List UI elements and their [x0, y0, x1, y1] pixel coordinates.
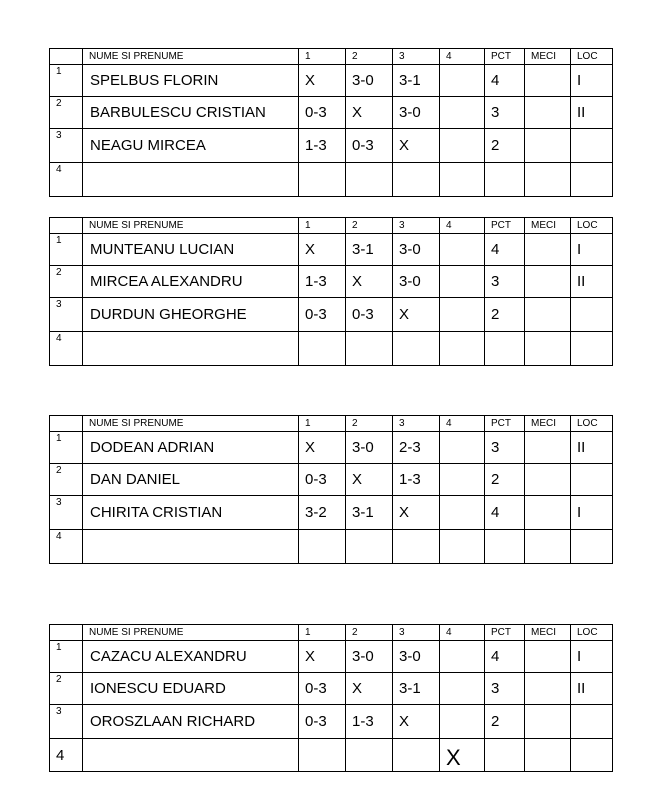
header-round-4: 4: [440, 416, 485, 432]
score-vs-4: [440, 432, 485, 464]
matches: [525, 705, 571, 739]
score-vs-1: [299, 530, 346, 564]
place: II: [571, 97, 613, 129]
matches: [525, 739, 571, 772]
header-matches: MECI: [525, 625, 571, 641]
place: [571, 530, 613, 564]
place: [571, 129, 613, 163]
header-round-1: 1: [299, 625, 346, 641]
player-row: [50, 163, 613, 197]
score-vs-3: 3-1: [393, 673, 440, 705]
matches: [525, 97, 571, 129]
header-points: PCT: [485, 416, 525, 432]
place: [571, 332, 613, 366]
score-vs-2: [346, 530, 393, 564]
place: I: [571, 496, 613, 530]
player-row: [50, 705, 613, 739]
row-index: 1: [50, 234, 83, 266]
header-matches: MECI: [525, 416, 571, 432]
group-3-table: [49, 415, 613, 564]
header-index-cell: [50, 218, 83, 234]
place: [571, 163, 613, 197]
score-vs-1: X: [299, 432, 346, 464]
row-index: 2: [50, 673, 83, 705]
score-vs-3: [393, 332, 440, 366]
score-vs-1: 0-3: [299, 97, 346, 129]
score-vs-4: [440, 129, 485, 163]
row-index: 3: [50, 129, 83, 163]
matches: [525, 266, 571, 298]
points: 2: [485, 129, 525, 163]
score-vs-3: 3-1: [393, 65, 440, 97]
row-index: 2: [50, 464, 83, 496]
score-vs-1: [299, 739, 346, 772]
player-row: [50, 530, 613, 564]
player-row: [50, 496, 613, 530]
points: [485, 530, 525, 564]
place: [571, 705, 613, 739]
score-vs-1: 1-3: [299, 266, 346, 298]
player-name: MIRCEA ALEXANDRU: [83, 266, 299, 298]
points: [485, 739, 525, 772]
place: I: [571, 641, 613, 673]
player-row: [50, 234, 613, 266]
score-vs-4: [440, 332, 485, 366]
score-vs-4: [440, 266, 485, 298]
player-row: [50, 432, 613, 464]
matches: [525, 641, 571, 673]
score-vs-4: [440, 65, 485, 97]
score-vs-2: 3-1: [346, 496, 393, 530]
score-vs-3: 3-0: [393, 266, 440, 298]
header-place: LOC: [571, 49, 613, 65]
score-vs-2: X: [346, 673, 393, 705]
place: I: [571, 65, 613, 97]
player-row: [50, 673, 613, 705]
score-vs-2: [346, 739, 393, 772]
player-name: BARBULESCU CRISTIAN: [83, 97, 299, 129]
row-index: 2: [50, 97, 83, 129]
points: [485, 163, 525, 197]
score-vs-3: [393, 530, 440, 564]
points: 2: [485, 298, 525, 332]
player-name: [83, 332, 299, 366]
header-round-3: 3: [393, 218, 440, 234]
row-index: 1: [50, 432, 83, 464]
header-place: LOC: [571, 416, 613, 432]
score-vs-1: 0-3: [299, 705, 346, 739]
place: [571, 298, 613, 332]
score-vs-2: 3-1: [346, 234, 393, 266]
points: 3: [485, 432, 525, 464]
score-vs-1: 1-3: [299, 129, 346, 163]
score-vs-4: [440, 464, 485, 496]
header-round-4: 4: [440, 625, 485, 641]
matches: [525, 234, 571, 266]
score-vs-2: 1-3: [346, 705, 393, 739]
header-name: NUME SI PRENUME: [83, 218, 299, 234]
header-place: LOC: [571, 625, 613, 641]
header-row: [50, 416, 613, 432]
points: 4: [485, 65, 525, 97]
header-round-2: 2: [346, 625, 393, 641]
group-1-table: [49, 48, 613, 197]
player-name: [83, 530, 299, 564]
points: 4: [485, 641, 525, 673]
header-matches: MECI: [525, 218, 571, 234]
score-vs-3: 3-0: [393, 97, 440, 129]
score-vs-1: 0-3: [299, 464, 346, 496]
row-index: 4: [50, 163, 83, 197]
score-vs-4: [440, 97, 485, 129]
score-vs-4: [440, 298, 485, 332]
row-index: 1: [50, 65, 83, 97]
player-row: [50, 641, 613, 673]
header-points: PCT: [485, 625, 525, 641]
score-vs-2: [346, 163, 393, 197]
row-index: 3: [50, 705, 83, 739]
score-vs-2: 3-0: [346, 641, 393, 673]
score-vs-1: 0-3: [299, 673, 346, 705]
points: 3: [485, 97, 525, 129]
matches: [525, 530, 571, 564]
points: 3: [485, 266, 525, 298]
header-name: NUME SI PRENUME: [83, 625, 299, 641]
score-vs-4: [440, 530, 485, 564]
player-name: CAZACU ALEXANDRU: [83, 641, 299, 673]
header-round-3: 3: [393, 625, 440, 641]
row-index: 2: [50, 266, 83, 298]
row-index: 3: [50, 496, 83, 530]
group-2-table: [49, 217, 613, 366]
score-vs-4: X: [440, 739, 485, 772]
row-index: 1: [50, 641, 83, 673]
header-round-3: 3: [393, 49, 440, 65]
header-name: NUME SI PRENUME: [83, 416, 299, 432]
player-row: [50, 65, 613, 97]
place: II: [571, 266, 613, 298]
place: II: [571, 673, 613, 705]
score-vs-2: X: [346, 266, 393, 298]
score-vs-2: 0-3: [346, 298, 393, 332]
score-vs-2: 0-3: [346, 129, 393, 163]
score-vs-4: [440, 163, 485, 197]
player-name: OROSZLAAN RICHARD: [83, 705, 299, 739]
score-vs-4: [440, 641, 485, 673]
row-index: 4: [50, 332, 83, 366]
score-vs-2: 3-0: [346, 432, 393, 464]
place: [571, 464, 613, 496]
score-vs-1: X: [299, 65, 346, 97]
score-vs-1: [299, 163, 346, 197]
matches: [525, 65, 571, 97]
header-row: [50, 49, 613, 65]
points: 4: [485, 234, 525, 266]
score-vs-3: 3-0: [393, 234, 440, 266]
score-vs-3: X: [393, 298, 440, 332]
score-vs-4: [440, 496, 485, 530]
score-vs-1: [299, 332, 346, 366]
matches: [525, 332, 571, 366]
header-round-2: 2: [346, 49, 393, 65]
matches: [525, 163, 571, 197]
player-name: NEAGU MIRCEA: [83, 129, 299, 163]
points: 2: [485, 464, 525, 496]
score-vs-2: X: [346, 97, 393, 129]
player-name: MUNTEANU LUCIAN: [83, 234, 299, 266]
score-vs-3: 1-3: [393, 464, 440, 496]
score-vs-2: X: [346, 464, 393, 496]
score-vs-2: [346, 332, 393, 366]
score-vs-3: 2-3: [393, 432, 440, 464]
header-place: LOC: [571, 218, 613, 234]
place: [571, 739, 613, 772]
header-index-cell: [50, 416, 83, 432]
header-round-4: 4: [440, 218, 485, 234]
header-round-3: 3: [393, 416, 440, 432]
player-row: [50, 298, 613, 332]
player-row: [50, 464, 613, 496]
points: 4: [485, 496, 525, 530]
score-vs-1: X: [299, 234, 346, 266]
header-round-4: 4: [440, 49, 485, 65]
score-vs-1: X: [299, 641, 346, 673]
player-row: [50, 129, 613, 163]
row-index: 3: [50, 298, 83, 332]
points: [485, 332, 525, 366]
score-vs-3: X: [393, 705, 440, 739]
points: 2: [485, 705, 525, 739]
header-name: NUME SI PRENUME: [83, 49, 299, 65]
player-name: [83, 163, 299, 197]
header-row: [50, 625, 613, 641]
header-points: PCT: [485, 218, 525, 234]
header-round-2: 2: [346, 218, 393, 234]
header-points: PCT: [485, 49, 525, 65]
player-row: [50, 739, 613, 772]
player-row: [50, 97, 613, 129]
player-name: SPELBUS FLORIN: [83, 65, 299, 97]
points: 3: [485, 673, 525, 705]
header-matches: MECI: [525, 49, 571, 65]
score-vs-3: [393, 739, 440, 772]
header-round-1: 1: [299, 416, 346, 432]
score-vs-3: X: [393, 129, 440, 163]
row-index: 4: [50, 739, 83, 772]
player-row: [50, 332, 613, 366]
header-index-cell: [50, 625, 83, 641]
score-vs-4: [440, 673, 485, 705]
matches: [525, 432, 571, 464]
score-vs-1: 0-3: [299, 298, 346, 332]
score-vs-3: [393, 163, 440, 197]
player-name: DAN DANIEL: [83, 464, 299, 496]
row-index: 4: [50, 530, 83, 564]
matches: [525, 464, 571, 496]
player-name: DURDUN GHEORGHE: [83, 298, 299, 332]
group-4-table: [49, 624, 613, 772]
player-name: [83, 739, 299, 772]
player-name: CHIRITA CRISTIAN: [83, 496, 299, 530]
header-round-2: 2: [346, 416, 393, 432]
score-vs-4: [440, 234, 485, 266]
header-round-1: 1: [299, 49, 346, 65]
header-index-cell: [50, 49, 83, 65]
matches: [525, 673, 571, 705]
header-row: [50, 218, 613, 234]
score-vs-2: 3-0: [346, 65, 393, 97]
player-name: IONESCU EDUARD: [83, 673, 299, 705]
player-row: [50, 266, 613, 298]
score-vs-3: X: [393, 496, 440, 530]
score-vs-4: [440, 705, 485, 739]
header-round-1: 1: [299, 218, 346, 234]
score-vs-1: 3-2: [299, 496, 346, 530]
matches: [525, 298, 571, 332]
place: II: [571, 432, 613, 464]
matches: [525, 496, 571, 530]
player-name: DODEAN ADRIAN: [83, 432, 299, 464]
place: I: [571, 234, 613, 266]
score-vs-3: 3-0: [393, 641, 440, 673]
matches: [525, 129, 571, 163]
